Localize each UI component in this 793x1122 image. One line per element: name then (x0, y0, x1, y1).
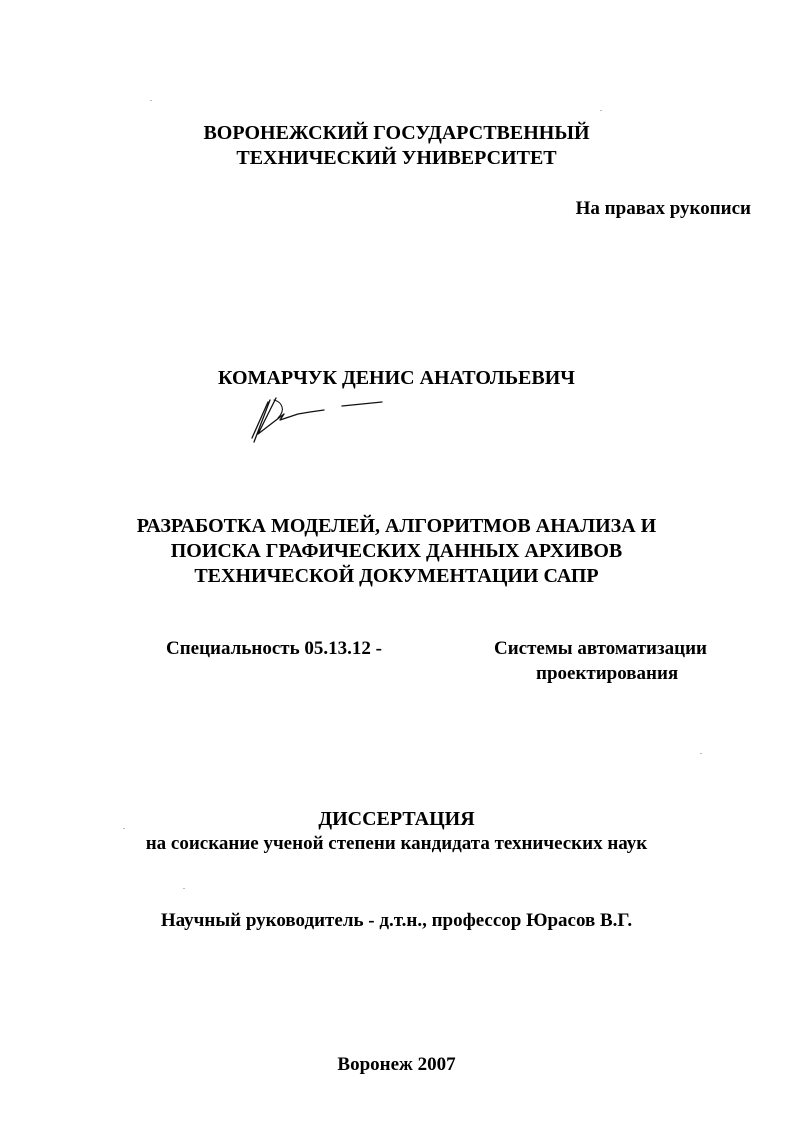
document-type: ДИССЕРТАЦИЯ (318, 808, 475, 830)
scan-speck (123, 828, 125, 829)
degree-statement: на соискание ученой степени кандидата технических наук (145, 833, 648, 854)
manuscript-note: На правах рукописи (575, 198, 751, 219)
specialty-label: Специальность 05.13.12 - (166, 638, 382, 659)
dissertation-topic-line: ТЕХНИЧЕСКОЙ ДОКУМЕНТАЦИИ САПР (194, 565, 599, 587)
city-year: Воронеж 2007 (337, 1054, 456, 1075)
scan-speck (600, 110, 602, 111)
author-name: КОМАРЧУК ДЕНИС АНАТОЛЬЕВИЧ (218, 367, 575, 389)
specialty-name-line2: проектирования (536, 663, 679, 684)
scan-speck (700, 753, 702, 754)
signature-icon (240, 392, 390, 446)
specialty-name-line1: Системы автоматизации (494, 638, 707, 659)
university-name-line1: ВОРОНЕЖСКИЙ ГОСУДАРСТВЕННЫЙ (203, 122, 590, 144)
dissertation-topic-line: РАЗРАБОТКА МОДЕЛЕЙ, АЛГОРИТМОВ АНАЛИЗА И (136, 515, 657, 537)
dissertation-topic-line: ПОИСКА ГРАФИЧЕСКИХ ДАННЫХ АРХИВОВ (170, 540, 623, 562)
university-name-line2: ТЕХНИЧЕСКИЙ УНИВЕРСИТЕТ (236, 147, 557, 169)
scientific-supervisor: Научный руководитель - д.т.н., профессор Юрасов В.Г. (160, 910, 633, 931)
scan-speck (150, 100, 152, 101)
scan-speck (183, 888, 185, 889)
